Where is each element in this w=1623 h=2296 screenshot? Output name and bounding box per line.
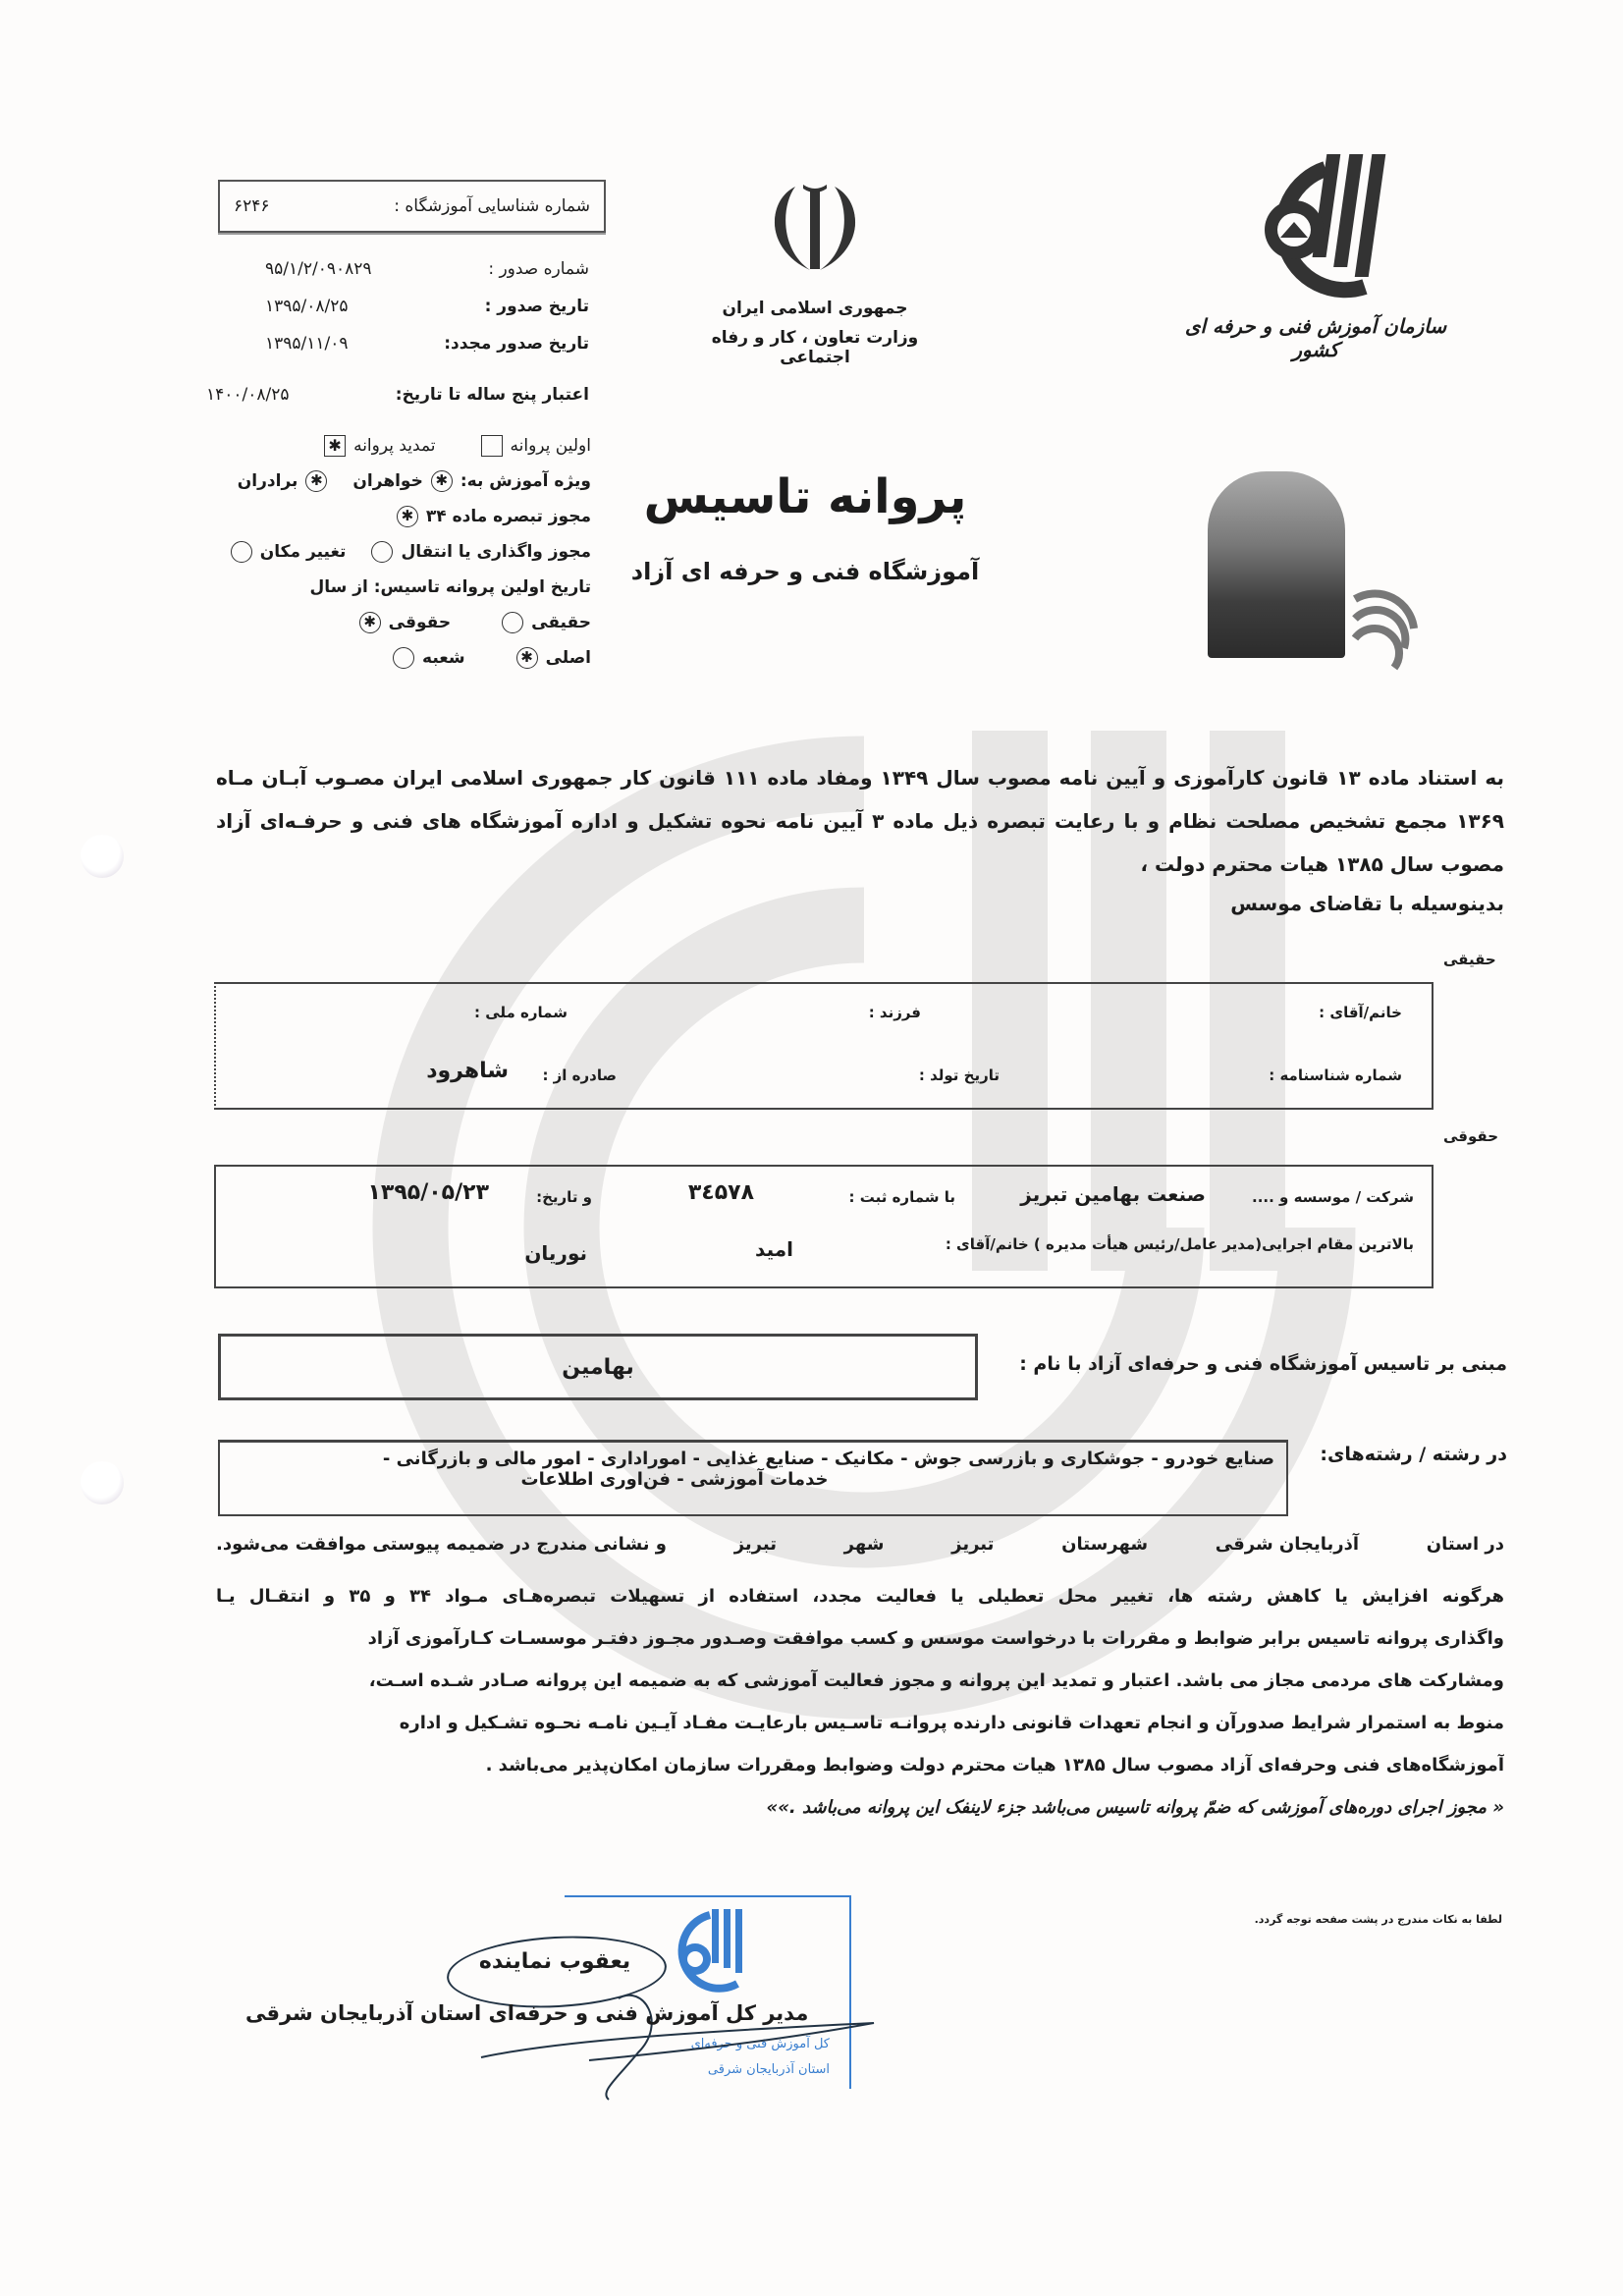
natural-person-box — [214, 982, 1434, 1110]
stamp-text-2: استان آذربایجان شرقی — [707, 2062, 830, 2077]
school-name-box — [218, 1334, 978, 1400]
terms-line-4: منوط به استمرار شرایط صدورآن و انجام تعهدات قانونی دارنده پروانـه تاسـیس بارعایـت مفـاد آیـین نامـه نحـوه تشـکیل و اداره — [399, 1713, 1504, 1733]
issue-info — [265, 259, 589, 371]
issue-date-label: تاریخ صدور : — [484, 297, 589, 316]
ceo-first-name: امید — [755, 1237, 793, 1261]
county-value: تبریز — [951, 1534, 995, 1555]
renewal-label: تمدید پروانه — [353, 436, 436, 456]
footnote: لطفا به نکات مندرج در پشت صفحه توجه گردد. — [1254, 1913, 1502, 1926]
brothers-radio[interactable]: ✱ — [305, 470, 327, 492]
branch-radio[interactable] — [393, 647, 414, 669]
issue-number-label: شماره صدور : — [488, 259, 589, 279]
legal-label: حقوقی — [388, 613, 452, 632]
preamble-line-3: مصوب سال ۱۳۸۵ هیات محترم دولت ، — [1140, 852, 1504, 876]
birth-date-label: تاریخ تولد : — [918, 1066, 1000, 1084]
fields-line-2: خدمات آموزشی - فن‌اوری اطلاعات — [520, 1469, 829, 1490]
first-license-label: اولین پروانه — [510, 436, 591, 456]
reissue-date-value: ۱۳۹۵/۱۱/۰۹ — [265, 334, 349, 354]
fields-box — [218, 1440, 1288, 1516]
natural-section-label: حقیقی — [1443, 951, 1496, 968]
school-id-box — [218, 180, 606, 233]
relocation-label: تغییر مکان — [259, 542, 347, 562]
first-founding-label: تاریخ اولین پروانه تاسیس: از سال — [309, 577, 591, 597]
natural-label: حقیقی — [531, 613, 591, 632]
org-name: سازمان آموزش فنی و حرفه ای کشور — [1184, 314, 1447, 361]
reissue-date-label: تاریخ صدور مجدد: — [444, 334, 589, 354]
date-value: ۱۳۹۵/۰۵/۲۳ — [367, 1180, 489, 1205]
reg-number-label: با شماره ثبت : — [848, 1188, 955, 1206]
ministry-name: وزارت تعاون ، کار و رفاه اجتماعی — [711, 328, 919, 367]
transfer-radio[interactable] — [371, 541, 393, 563]
training-for-label: ویژه آموزش به: — [460, 471, 591, 491]
signatory-title: مدیر کل آموزش فنی و حرفه‌ای استان آذربایجان شرقی — [245, 2001, 809, 2025]
birth-cert-label: شماره شناسنامه : — [1269, 1066, 1402, 1084]
name-label: خانم/آقای : — [1319, 1004, 1402, 1021]
sisters-label: خواهران — [352, 471, 423, 491]
national-id-label: شماره ملی : — [474, 1004, 568, 1021]
legal-person-box — [214, 1165, 1434, 1288]
preamble-line-1: به استناد ماده ۱۳ قانون کارآموزی و آیین نامه مصوب سال ۱۳۴۹ ومفاد ماده ۱۱۱ قانون کار جمهوری اسلامی ایران مصـوب آبـان مـاه — [216, 766, 1504, 790]
issued-from-label: صادره از : — [542, 1066, 617, 1084]
ceo-label: بالاترین مقام اجرایی(مدیر عامل/رئیس هیأت مدیره ) خانم/آقای : — [945, 1235, 1414, 1253]
school-id-label: شماره شناسایی آموزشگاه : — [394, 196, 590, 216]
preamble — [216, 756, 1504, 921]
company-value: صنعت بهامین تبریز — [1020, 1182, 1206, 1206]
city-value: تبریز — [733, 1534, 777, 1555]
photo-stamp-icon — [1345, 570, 1424, 678]
school-id-value: ۶۲۴۶ — [234, 196, 270, 216]
terms — [216, 1575, 1504, 1829]
date-label: و تاریخ: — [536, 1188, 592, 1206]
note34-label: مجوز تبصره ماده ۳۴ — [425, 507, 591, 526]
reg-number-value: ۳٤۵۷۸ — [687, 1180, 754, 1205]
stamp-text-1: کل آموزش فنی و حرفه‌ای — [690, 2037, 830, 2051]
natural-radio[interactable] — [502, 612, 523, 633]
legal-section-label: حقوقی — [1443, 1127, 1499, 1145]
issued-from-value: شاهرود — [426, 1059, 509, 1083]
terms-quote: « مجوز اجرای دوره‌های آموزشی که ضمّ پروانه تاسیس می‌باشد جزء لاینفک این پروانه می‌باشد .»» — [766, 1797, 1504, 1818]
child-of-label: فرزند : — [868, 1004, 921, 1021]
sisters-radio[interactable]: ✱ — [431, 470, 453, 492]
company-label: شرکت / موسسه و .... — [1252, 1188, 1414, 1206]
legal-radio[interactable]: ✱ — [359, 612, 381, 633]
signatory-name: یعقوب نماینده — [478, 1949, 631, 1974]
first-license-checkbox[interactable] — [481, 435, 503, 457]
location-tail: و نشانی مندرج در ضمیمه پیوستی موافقت می‌شود. — [216, 1534, 667, 1555]
main-radio[interactable]: ✱ — [516, 647, 538, 669]
terms-line-2: واگذاری پروانه تاسیس برابر ضوابط و مقررات با درخواست موسس و کسب موافقت وصـدور مجـوز دفتـر موسسـات کـارآموزی آزاد — [367, 1628, 1504, 1649]
province-value: آذربایجان شرقی — [1215, 1534, 1360, 1555]
fields-line-1: صنایع خودرو - جوشکاری و بازرسی جوش - مکانیک - صنایع غذایی - اموراداری - امور مالی و بازرگانی - — [382, 1449, 1274, 1469]
ceo-last-name: نوریان — [524, 1241, 587, 1265]
terms-line-1: هرگونه افزایش یا کاهش رشته ها، تغییر محل تعطیلی یا فعالیت مجدد، استفاده از تسهیلات تبصره‌هـای مـواد ۳۴ و ۳۵ و انتقـال یـا — [216, 1586, 1504, 1607]
preamble-line-4: بدینوسیله با تقاضای موسس — [1230, 892, 1504, 915]
location-line — [216, 1534, 1504, 1555]
preamble-line-2: ۱۳۶۹ مجمع تشخیص مصلحت نظام و با رعایت تبصره ذیل ماده ۳ آیین نامه نحوه تشکیل و اداره آموزشگاه های فنی و حرفـه‌ای آزاد — [216, 809, 1505, 833]
province-label: در استان — [1426, 1534, 1504, 1555]
org-logo-icon — [1217, 149, 1424, 306]
issue-date-value: ۱۳۹۵/۰۸/۲۵ — [265, 297, 349, 316]
renewal-checkbox[interactable]: ✱ — [324, 435, 346, 457]
terms-line-5: آموزشگاه‌های فنی وحرفه‌ای آزاد مصوب سال ۱۳۸۵ هیات محترم دولت وضوابط ومقررات سازمان امکان‌پذیر می‌باشد . — [485, 1755, 1504, 1776]
note34-radio[interactable]: ✱ — [397, 506, 418, 527]
county-label: شهرستان — [1061, 1534, 1149, 1555]
punch-hole-top — [81, 835, 124, 878]
validity-label: اعتبار پنج ساله تا تاریخ: — [395, 385, 589, 405]
school-name-value: بهامین — [562, 1354, 634, 1380]
document-subtitle: آموزشگاه فنی و حرفه ای آزاد — [630, 558, 980, 585]
school-name-label: مبنی بر تاسیس آموزشگاه فنی و حرفه‌ای آزاد با نام : — [1019, 1353, 1507, 1375]
relocation-radio[interactable] — [231, 541, 252, 563]
transfer-label: مجوز واگذاری یا انتقال — [401, 542, 591, 562]
founder-photo — [1208, 471, 1345, 658]
fields-label: در رشته / رشته‌های: — [1320, 1444, 1507, 1465]
branch-label: شعبه — [422, 648, 465, 668]
main-label: اصلی — [545, 648, 591, 668]
brothers-label: برادران — [237, 471, 298, 491]
validity-row — [206, 385, 589, 405]
license-options — [226, 428, 591, 676]
validity-value: ۱۴۰۰/۰۸/۲۵ — [206, 385, 290, 405]
document-title: پروانه تاسیس — [643, 469, 967, 524]
country-name: جمهوری اسلامی ایران — [722, 299, 908, 318]
issue-number-value: ۹۵/۱/۲/۰۹۰۸۲۹ — [265, 259, 372, 279]
punch-hole-bottom — [81, 1461, 124, 1504]
terms-line-3: ومشارکت های مردمی مجاز می باشد. اعتبار و تمدید این پروانه و مجوز فعالیت آموزشی که به ضمیمه این پروانه صـادر شـده اسـت، — [368, 1670, 1504, 1691]
city-label: شهر — [843, 1534, 885, 1555]
iran-emblem-icon — [756, 177, 874, 275]
